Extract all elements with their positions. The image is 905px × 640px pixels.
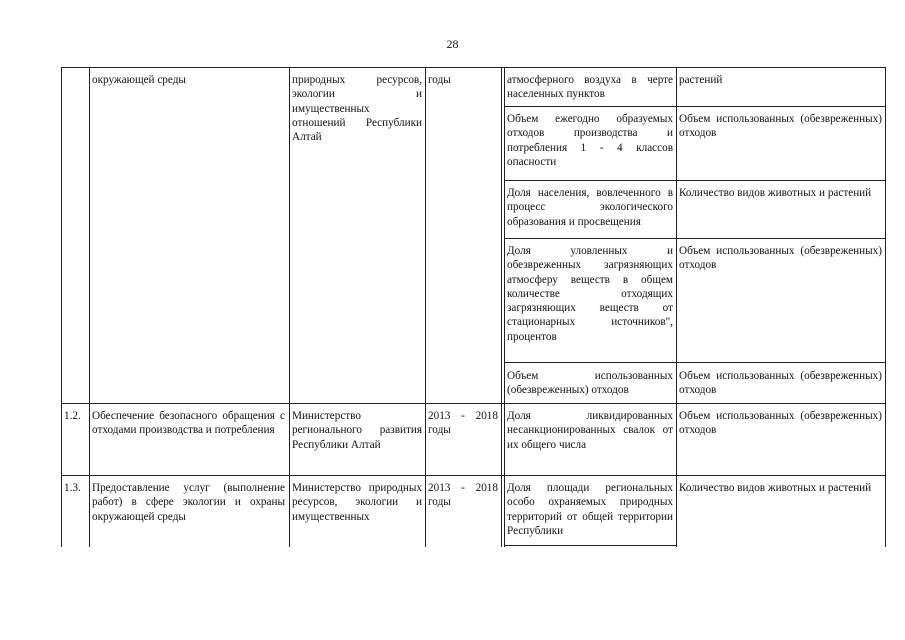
cell-indicator: Доля ликвидированных несанкционированных свалок от их общего числа bbox=[507, 410, 673, 451]
cell-related-indicator: растений bbox=[679, 74, 723, 86]
cell-indicator: Объем использованных (обезвреженных) отходов bbox=[507, 370, 673, 397]
cell-indicator: Доля уловленных и обезвреженных загрязняющих атмосферу веществ в общем количестве отходящих загрязняющих веществ от стационарных источников", процентов bbox=[507, 245, 673, 343]
row-divider bbox=[504, 106, 886, 107]
row-divider bbox=[504, 180, 886, 181]
cell-related-indicator: Объем использованных (обезвреженных) отходов bbox=[679, 370, 882, 397]
cell-period: 2013 - 2018 годы bbox=[428, 410, 498, 437]
cell-related-indicator: Объем использованных (обезвреженных) отходов bbox=[679, 245, 882, 272]
cell-related-indicator: Объем использованных (обезвреженных) отходов bbox=[679, 410, 882, 437]
cell-indicator: атмосферного воздуха в черте населенных пунктов bbox=[507, 74, 673, 101]
cell-period: годы bbox=[428, 74, 451, 86]
row-divider bbox=[504, 545, 676, 546]
cell-measure-name: окружающей среды bbox=[92, 74, 186, 86]
cell-executor: Министерство регионального развития Республики Алтай bbox=[292, 410, 422, 451]
cell-related-indicator: Количество видов животных и растений bbox=[679, 187, 872, 199]
cell-indicator: Доля площади региональных особо охраняемых природных территорий от общей территории Республики bbox=[507, 482, 673, 537]
cell-row-number: 1.2. bbox=[64, 410, 81, 422]
table-border-top bbox=[61, 67, 886, 68]
cell-indicator: Объем ежегодно образуемых отходов производства и потребления 1 - 4 классов опасности bbox=[507, 113, 673, 168]
cell-measure-name: Обеспечение безопасного обращения с отходами производства и потребления bbox=[92, 410, 285, 437]
cell-related-indicator: Объем использованных (обезвреженных) отходов bbox=[679, 113, 882, 140]
cell-executor: природных ресурсов, экологии и имущественных отношений Республики Алтай bbox=[292, 74, 422, 144]
program-table bbox=[61, 67, 886, 547]
cell-related-indicator: Количество видов животных и растений bbox=[679, 482, 872, 494]
cell-measure-name: Предоставление услуг (выполнение работ) в сфере экологии и охраны окружающей среды bbox=[92, 482, 285, 523]
cell-indicator: Доля населения, вовлеченного в процесс экологического образования и просвещения bbox=[507, 187, 673, 228]
page-number: 28 bbox=[446, 37, 459, 51]
row-divider bbox=[504, 238, 886, 239]
cell-row-number: 1.3. bbox=[64, 482, 81, 494]
row-divider bbox=[61, 403, 886, 404]
cell-period: 2013 - 2018 годы bbox=[428, 482, 498, 509]
row-divider bbox=[61, 475, 886, 476]
cell-executor: Министерство природных ресурсов, экологии и имущественных bbox=[292, 482, 422, 523]
row-divider bbox=[504, 362, 886, 363]
